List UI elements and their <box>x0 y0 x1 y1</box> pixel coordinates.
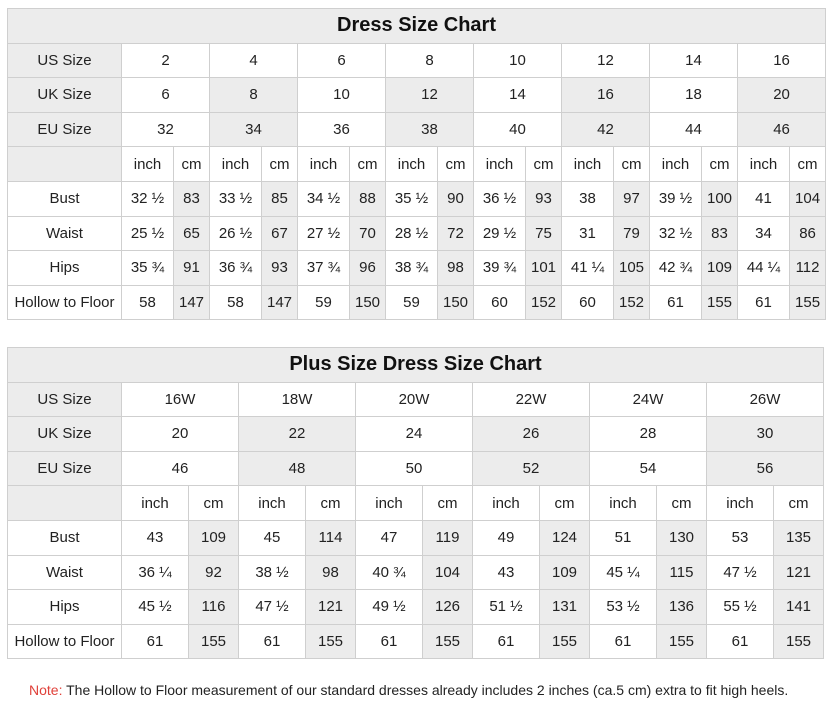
inch-value: 53 <box>707 520 774 555</box>
size-cell: 54 <box>590 451 707 486</box>
inch-value: 27 ½ <box>298 216 350 251</box>
cm-value: 104 <box>423 555 473 590</box>
cm-value: 67 <box>262 216 298 251</box>
inch-value: 47 ½ <box>239 590 306 625</box>
size-row-uk <box>8 417 824 452</box>
size-cell: 14 <box>650 43 738 78</box>
inch-value: 38 ½ <box>239 555 306 590</box>
inch-value: 55 ½ <box>707 590 774 625</box>
cm-value: 135 <box>774 520 824 555</box>
inch-value: 44 ¼ <box>738 251 790 286</box>
row-label-hips: Hips <box>8 590 122 625</box>
size-cell: 36 <box>298 112 386 147</box>
size-cell: 20W <box>356 382 473 417</box>
cm-value: 155 <box>774 624 824 659</box>
size-cell: 8 <box>210 78 298 113</box>
cm-value: 88 <box>350 181 386 216</box>
unit-cm-header: cm <box>438 147 474 182</box>
inch-value: 61 <box>473 624 540 659</box>
cm-value: 152 <box>614 285 650 320</box>
inch-value: 61 <box>122 624 189 659</box>
size-cell: 28 <box>590 417 707 452</box>
size-cell: 24 <box>356 417 473 452</box>
inch-value: 41 ¼ <box>562 251 614 286</box>
cm-value: 155 <box>540 624 590 659</box>
size-cell: 18W <box>239 382 356 417</box>
inch-value: 39 ¾ <box>474 251 526 286</box>
unit-row-label <box>8 486 122 521</box>
cm-value: 155 <box>423 624 473 659</box>
cm-value: 109 <box>702 251 738 286</box>
size-cell: 52 <box>473 451 590 486</box>
size-cell: 46 <box>122 451 239 486</box>
cm-value: 115 <box>657 555 707 590</box>
inch-value: 59 <box>386 285 438 320</box>
size-cell: 26W <box>707 382 824 417</box>
size-cell: 42 <box>562 112 650 147</box>
size-cell: 44 <box>650 112 738 147</box>
inch-value: 25 ½ <box>122 216 174 251</box>
row-label-eu: EU Size <box>8 112 122 147</box>
inch-value: 34 <box>738 216 790 251</box>
inch-value: 38 <box>562 181 614 216</box>
size-cell: 18 <box>650 78 738 113</box>
note-text: The Hollow to Floor measurement of our standard dresses already includes 2 inches (ca.5 cm) extra to fit high heels. <box>62 682 789 698</box>
cm-value: 141 <box>774 590 824 625</box>
size-cell: 16 <box>738 43 826 78</box>
unit-inch-header: inch <box>650 147 702 182</box>
unit-cm-header: cm <box>790 147 826 182</box>
cm-value: 112 <box>790 251 826 286</box>
cm-value: 130 <box>657 520 707 555</box>
size-cell: 6 <box>122 78 210 113</box>
inch-value: 47 ½ <box>707 555 774 590</box>
unit-inch-header: inch <box>707 486 774 521</box>
cm-value: 155 <box>657 624 707 659</box>
measure-row-bust <box>8 181 826 216</box>
inch-value: 59 <box>298 285 350 320</box>
unit-inch-header: inch <box>386 147 438 182</box>
cm-value: 131 <box>540 590 590 625</box>
size-cell: 50 <box>356 451 473 486</box>
inch-value: 51 <box>590 520 657 555</box>
unit-cm-header: cm <box>526 147 562 182</box>
unit-cm-header: cm <box>614 147 650 182</box>
size-cell: 22W <box>473 382 590 417</box>
cm-value: 65 <box>174 216 210 251</box>
unit-row <box>8 486 824 521</box>
measure-row-hollow <box>8 285 826 320</box>
inch-value: 38 ¾ <box>386 251 438 286</box>
size-cell: 12 <box>562 43 650 78</box>
size-cell: 38 <box>386 112 474 147</box>
size-cell: 30 <box>707 417 824 452</box>
measure-row-waist <box>8 216 826 251</box>
cm-value: 97 <box>614 181 650 216</box>
unit-inch-header: inch <box>590 486 657 521</box>
cm-value: 75 <box>526 216 562 251</box>
size-row-us <box>8 382 824 417</box>
size-cell: 10 <box>298 78 386 113</box>
inch-value: 61 <box>707 624 774 659</box>
cm-value: 98 <box>438 251 474 286</box>
dress-size-chart <box>7 8 826 320</box>
cm-value: 93 <box>526 181 562 216</box>
note-label: Note: <box>29 682 63 698</box>
unit-cm-header: cm <box>774 486 824 521</box>
unit-inch-header: inch <box>356 486 423 521</box>
unit-cm-header: cm <box>262 147 298 182</box>
row-label-hollow: Hollow to Floor <box>8 624 122 659</box>
inch-value: 34 ½ <box>298 181 350 216</box>
cm-value: 155 <box>306 624 356 659</box>
size-cell: 26 <box>473 417 590 452</box>
inch-value: 61 <box>738 285 790 320</box>
unit-inch-header: inch <box>239 486 306 521</box>
row-label-hollow: Hollow to Floor <box>8 285 122 320</box>
cm-value: 152 <box>526 285 562 320</box>
inch-value: 35 ½ <box>386 181 438 216</box>
note <box>29 682 788 698</box>
cm-value: 109 <box>189 520 239 555</box>
unit-cm-header: cm <box>540 486 590 521</box>
cm-value: 90 <box>438 181 474 216</box>
row-label-waist: Waist <box>8 555 122 590</box>
inch-value: 36 ½ <box>474 181 526 216</box>
cm-value: 104 <box>790 181 826 216</box>
inch-value: 43 <box>473 555 540 590</box>
cm-value: 83 <box>174 181 210 216</box>
cm-value: 147 <box>174 285 210 320</box>
cm-value: 155 <box>790 285 826 320</box>
size-row-us <box>8 43 826 78</box>
row-label-us: US Size <box>8 382 122 417</box>
inch-value: 29 ½ <box>474 216 526 251</box>
cm-value: 155 <box>702 285 738 320</box>
inch-value: 39 ½ <box>650 181 702 216</box>
row-label-bust: Bust <box>8 181 122 216</box>
unit-inch-header: inch <box>474 147 526 182</box>
size-cell: 46 <box>738 112 826 147</box>
cm-value: 116 <box>189 590 239 625</box>
inch-value: 61 <box>590 624 657 659</box>
unit-cm-header: cm <box>174 147 210 182</box>
size-row-uk <box>8 78 826 113</box>
inch-value: 61 <box>356 624 423 659</box>
measure-row-hips <box>8 590 824 625</box>
cm-value: 72 <box>438 216 474 251</box>
size-cell: 8 <box>386 43 474 78</box>
inch-value: 42 ¾ <box>650 251 702 286</box>
measure-row-bust <box>8 520 824 555</box>
size-cell: 6 <box>298 43 386 78</box>
size-cell: 16 <box>562 78 650 113</box>
inch-value: 45 ½ <box>122 590 189 625</box>
size-cell: 14 <box>474 78 562 113</box>
cm-value: 93 <box>262 251 298 286</box>
row-label-waist: Waist <box>8 216 122 251</box>
unit-inch-header: inch <box>473 486 540 521</box>
inch-value: 35 ¾ <box>122 251 174 286</box>
row-label-hips: Hips <box>8 251 122 286</box>
cm-value: 83 <box>702 216 738 251</box>
cm-value: 91 <box>174 251 210 286</box>
inch-value: 58 <box>210 285 262 320</box>
cm-value: 126 <box>423 590 473 625</box>
unit-row <box>8 147 826 182</box>
cm-value: 155 <box>189 624 239 659</box>
size-cell: 2 <box>122 43 210 78</box>
chart-title: Dress Size Chart <box>8 9 826 44</box>
size-cell: 12 <box>386 78 474 113</box>
cm-value: 121 <box>306 590 356 625</box>
size-cell: 20 <box>122 417 239 452</box>
cm-value: 119 <box>423 520 473 555</box>
unit-inch-header: inch <box>298 147 350 182</box>
cm-value: 124 <box>540 520 590 555</box>
row-label-eu: EU Size <box>8 451 122 486</box>
size-cell: 48 <box>239 451 356 486</box>
unit-row-label <box>8 147 122 182</box>
cm-value: 121 <box>774 555 824 590</box>
cm-value: 105 <box>614 251 650 286</box>
cm-value: 150 <box>438 285 474 320</box>
unit-cm-header: cm <box>657 486 707 521</box>
row-label-uk: UK Size <box>8 417 122 452</box>
inch-value: 43 <box>122 520 189 555</box>
cm-value: 150 <box>350 285 386 320</box>
inch-value: 28 ½ <box>386 216 438 251</box>
unit-cm-header: cm <box>702 147 738 182</box>
row-label-bust: Bust <box>8 520 122 555</box>
inch-value: 33 ½ <box>210 181 262 216</box>
cm-value: 109 <box>540 555 590 590</box>
size-cell: 16W <box>122 382 239 417</box>
row-label-us: US Size <box>8 43 122 78</box>
chart-title: Plus Size Dress Size Chart <box>8 348 824 383</box>
inch-value: 61 <box>650 285 702 320</box>
inch-value: 45 ¼ <box>590 555 657 590</box>
inch-value: 60 <box>562 285 614 320</box>
inch-value: 41 <box>738 181 790 216</box>
size-cell: 22 <box>239 417 356 452</box>
cm-value: 92 <box>189 555 239 590</box>
inch-value: 36 ¼ <box>122 555 189 590</box>
cm-value: 101 <box>526 251 562 286</box>
cm-value: 86 <box>790 216 826 251</box>
cm-value: 136 <box>657 590 707 625</box>
unit-inch-header: inch <box>738 147 790 182</box>
unit-cm-header: cm <box>306 486 356 521</box>
size-cell: 56 <box>707 451 824 486</box>
unit-inch-header: inch <box>122 147 174 182</box>
inch-value: 60 <box>474 285 526 320</box>
cm-value: 70 <box>350 216 386 251</box>
inch-value: 26 ½ <box>210 216 262 251</box>
cm-value: 85 <box>262 181 298 216</box>
size-cell: 32 <box>122 112 210 147</box>
unit-cm-header: cm <box>189 486 239 521</box>
inch-value: 45 <box>239 520 306 555</box>
size-cell: 34 <box>210 112 298 147</box>
unit-cm-header: cm <box>350 147 386 182</box>
inch-value: 32 ½ <box>122 181 174 216</box>
unit-inch-header: inch <box>122 486 189 521</box>
inch-value: 31 <box>562 216 614 251</box>
cm-value: 98 <box>306 555 356 590</box>
inch-value: 40 ¾ <box>356 555 423 590</box>
inch-value: 49 ½ <box>356 590 423 625</box>
inch-value: 36 ¾ <box>210 251 262 286</box>
measure-row-hips <box>8 251 826 286</box>
inch-value: 37 ¾ <box>298 251 350 286</box>
size-cell: 4 <box>210 43 298 78</box>
inch-value: 51 ½ <box>473 590 540 625</box>
size-cell: 24W <box>590 382 707 417</box>
inch-value: 61 <box>239 624 306 659</box>
unit-inch-header: inch <box>562 147 614 182</box>
cm-value: 147 <box>262 285 298 320</box>
inch-value: 53 ½ <box>590 590 657 625</box>
cm-value: 79 <box>614 216 650 251</box>
inch-value: 49 <box>473 520 540 555</box>
size-cell: 20 <box>738 78 826 113</box>
plus-size-dress-size-chart <box>7 347 824 659</box>
measure-row-waist <box>8 555 824 590</box>
size-row-eu <box>8 112 826 147</box>
size-cell: 10 <box>474 43 562 78</box>
unit-cm-header: cm <box>423 486 473 521</box>
inch-value: 32 ½ <box>650 216 702 251</box>
inch-value: 58 <box>122 285 174 320</box>
row-label-uk: UK Size <box>8 78 122 113</box>
size-row-eu <box>8 451 824 486</box>
inch-value: 47 <box>356 520 423 555</box>
cm-value: 100 <box>702 181 738 216</box>
cm-value: 114 <box>306 520 356 555</box>
unit-inch-header: inch <box>210 147 262 182</box>
cm-value: 96 <box>350 251 386 286</box>
size-cell: 40 <box>474 112 562 147</box>
measure-row-hollow <box>8 624 824 659</box>
